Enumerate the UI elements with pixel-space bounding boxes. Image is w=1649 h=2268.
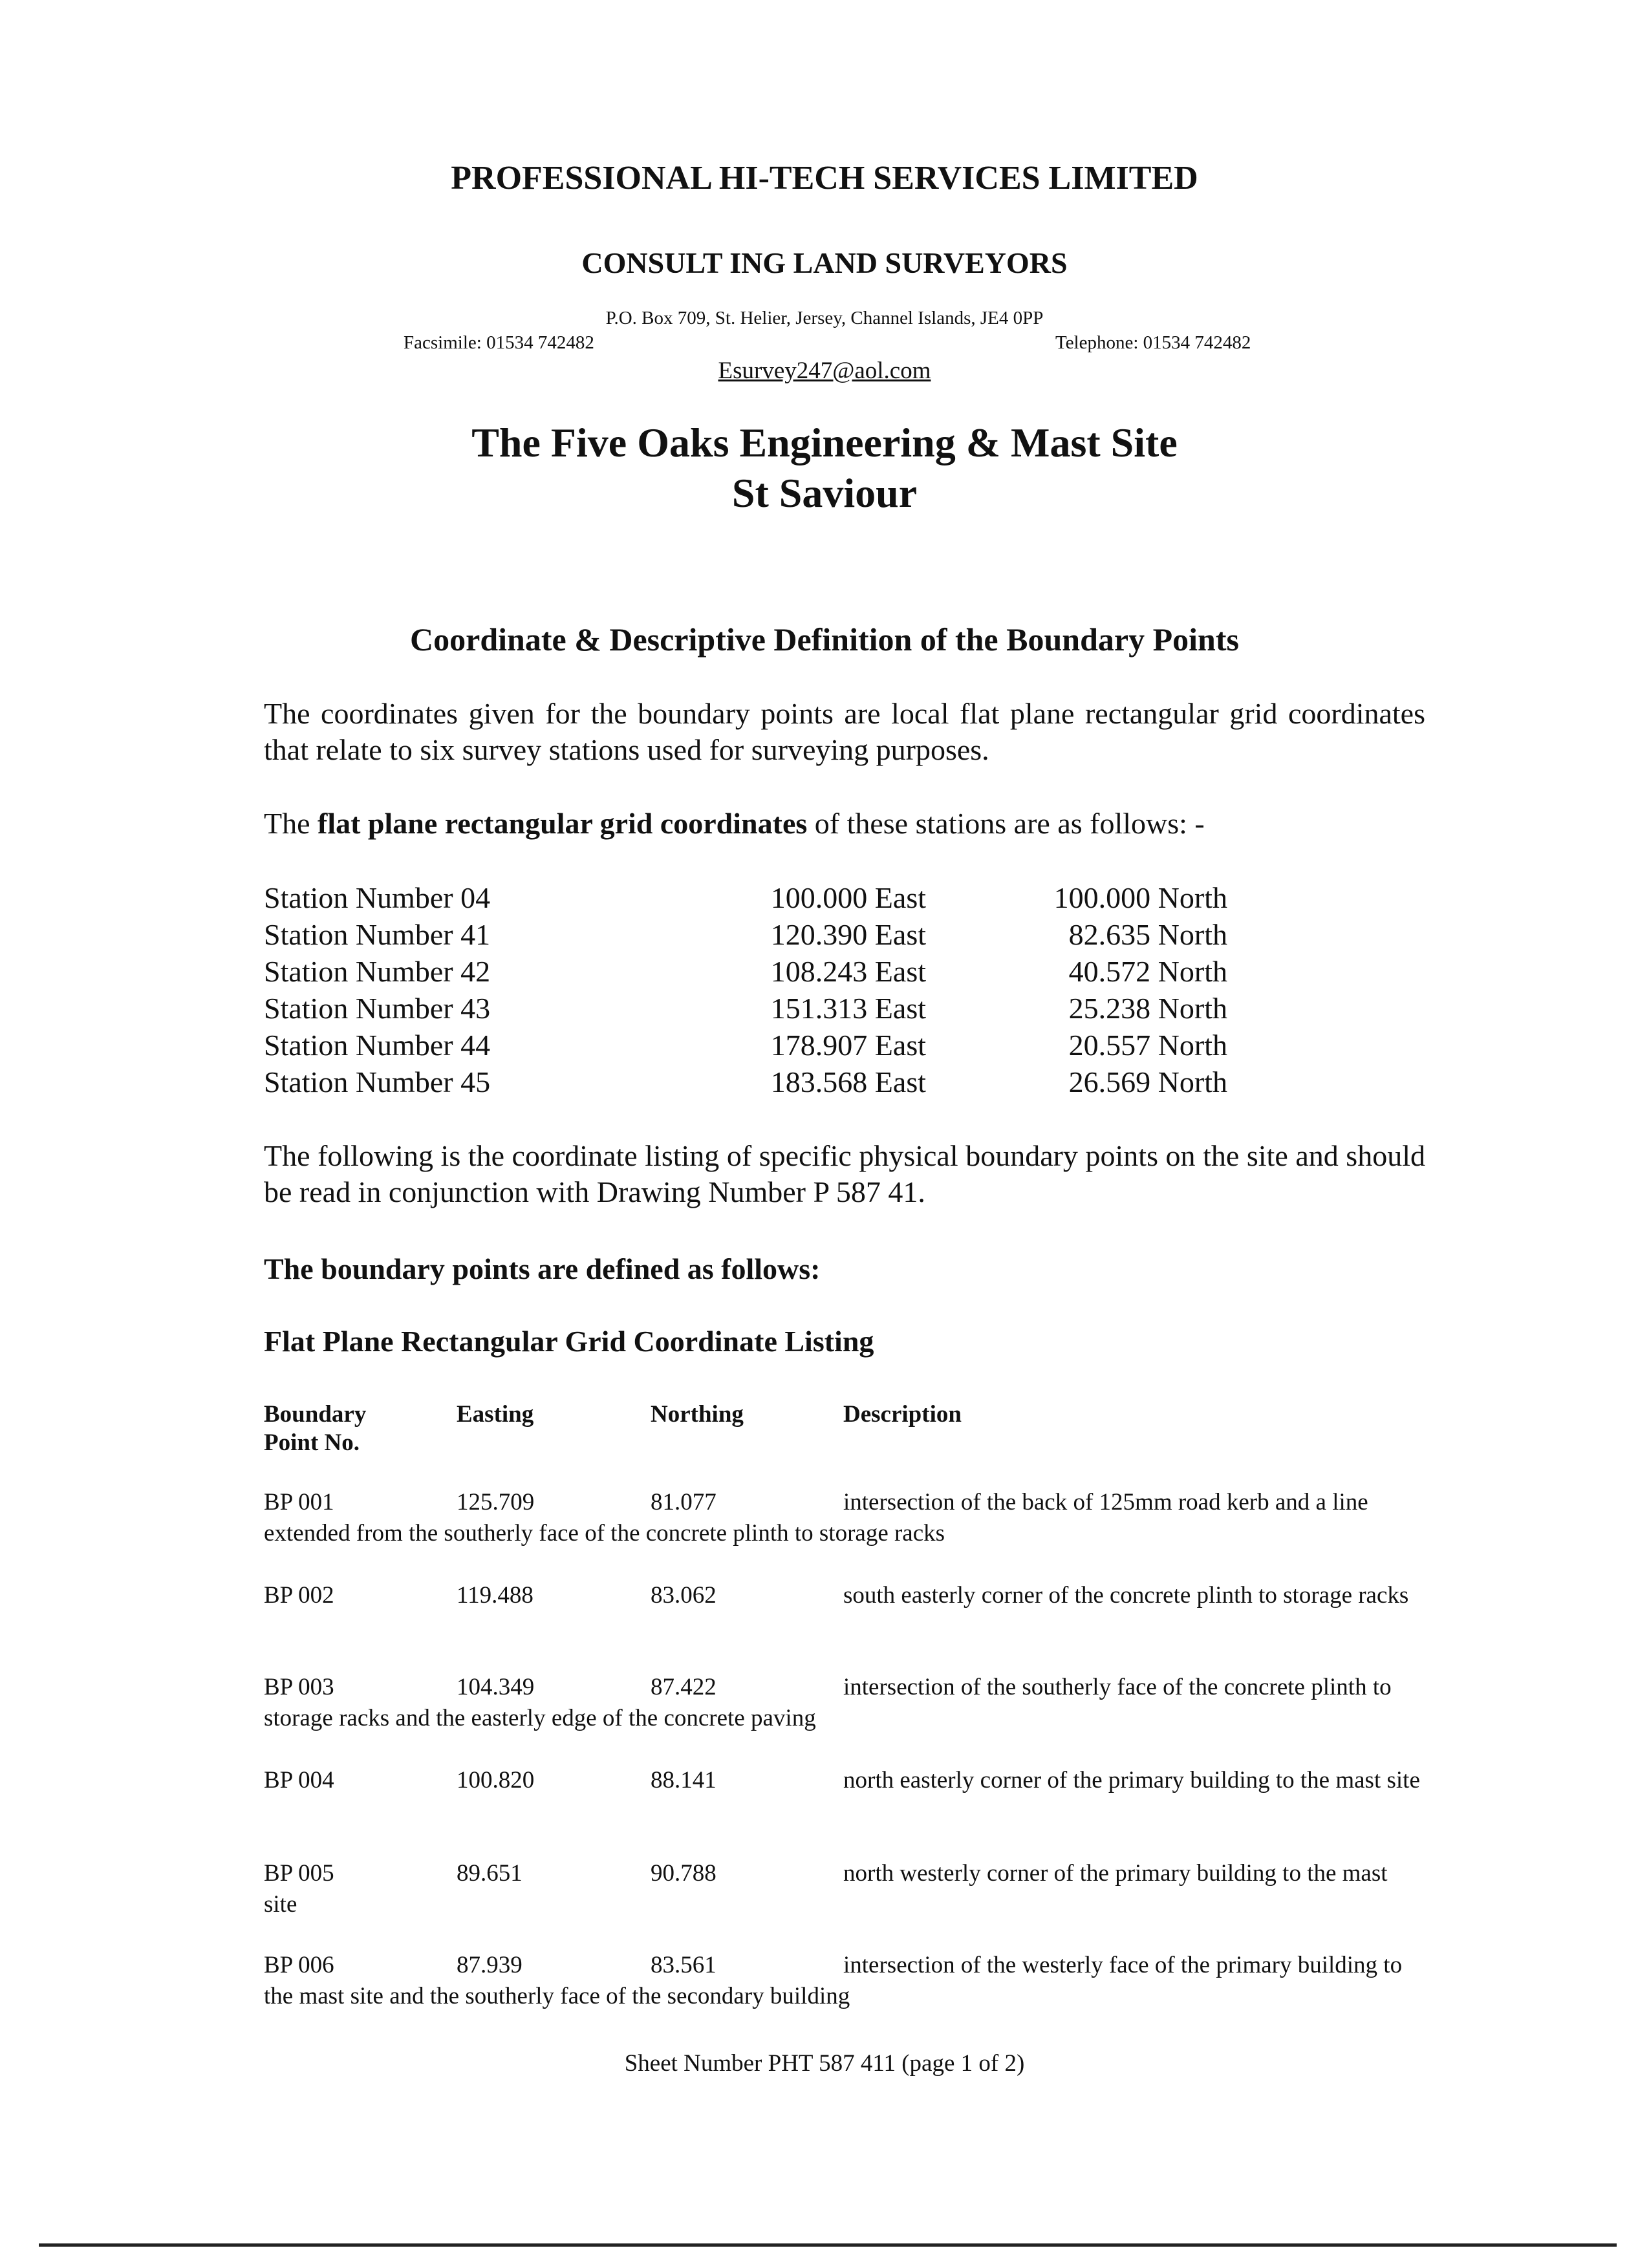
station-row	[264, 1065, 1299, 1102]
boundary-point-easting: 100.820	[457, 1767, 535, 1793]
table-row	[264, 1580, 1428, 1645]
telephone-number: Telephone: 01534 742482	[1055, 332, 1251, 353]
boundary-point-northing: 88.141	[651, 1767, 717, 1793]
postal-address: P.O. Box 709, St. Helier, Jersey, Channel Islands, JE4 0PP	[605, 308, 1044, 328]
station-row	[264, 954, 1299, 991]
boundary-point-easting: 89.651	[457, 1860, 523, 1887]
bottom-rule	[39, 2243, 1617, 2247]
stations-intro-paragraph	[264, 806, 1425, 842]
station-north: 40.572 North	[1068, 955, 1227, 988]
station-coordinates-list	[264, 881, 1299, 1102]
boundary-point-easting: 104.349	[457, 1674, 535, 1700]
boundary-point-description: north easterly corner of the primary building to the mast site	[843, 1767, 1420, 1793]
station-name: Station Number 41	[264, 918, 491, 951]
intro-paragraph: The coordinates given for the boundary points are local flat plane rectangular grid coordinates that relate to six survey stations used for surveying purposes.	[264, 697, 1425, 766]
column-header-boundary-line2: Point No.	[264, 1429, 360, 1456]
column-header-northing: Northing	[651, 1401, 744, 1428]
stations-intro-prefix: The	[264, 807, 318, 840]
email-link[interactable]: Esurvey247@aol.com	[718, 358, 931, 384]
site-location: St Saviour	[731, 470, 918, 516]
station-east: 100.000 East	[770, 881, 926, 914]
table-row	[264, 1950, 1428, 2015]
boundary-point-northing: 90.788	[651, 1860, 717, 1887]
boundary-point-id: BP 005	[264, 1860, 334, 1887]
company-name: PROFESSIONAL HI-TECH SERVICES LIMITED	[451, 160, 1198, 197]
section-title: Coordinate & Descriptive Definition of the Boundary Points	[410, 621, 1239, 658]
following-paragraph: The following is the coordinate listing of specific physical boundary points on the site and should be read in conjunction with Drawing Number P 587 41.	[264, 1139, 1425, 1208]
sheet-number-footer: Sheet Number PHT 587 411 (page 1 of 2)	[624, 2050, 1025, 2077]
column-header-easting: Easting	[457, 1401, 534, 1428]
boundary-point-description: intersection of the southerly face of the concrete plinth to storage racks and the easterly edge of the concrete paving	[264, 1674, 1392, 1731]
column-header-boundary-point	[264, 1400, 366, 1457]
station-north: 26.569 North	[1068, 1065, 1227, 1098]
table-row	[264, 1765, 1428, 1830]
station-north: 20.557 North	[1068, 1029, 1227, 1062]
stations-intro-suffix: of these stations are as follows: -	[807, 807, 1205, 840]
station-name: Station Number 45	[264, 1065, 491, 1098]
boundary-heading: The boundary points are defined as follows:	[264, 1252, 821, 1285]
station-east: 151.313 East	[770, 992, 926, 1025]
column-header-description: Description	[843, 1401, 962, 1428]
station-east: 108.243 East	[770, 955, 926, 988]
boundary-point-easting: 119.488	[457, 1582, 534, 1609]
station-east: 183.568 East	[770, 1065, 926, 1098]
boundary-point-northing: 81.077	[651, 1489, 717, 1515]
boundary-point-id: BP 004	[264, 1767, 334, 1793]
column-header-boundary-line1: Boundary	[264, 1401, 367, 1428]
boundary-point-easting: 125.709	[457, 1489, 535, 1515]
boundary-point-description: intersection of the westerly face of the primary building to the mast site and the southerly face of the secondary building	[264, 1952, 1403, 2009]
table-row	[264, 1672, 1428, 1737]
station-east: 178.907 East	[770, 1029, 926, 1062]
stations-intro-bold: flat plane rectangular grid coordinates	[318, 807, 808, 840]
site-title: The Five Oaks Engineering & Mast Site	[471, 420, 1178, 465]
station-row	[264, 991, 1299, 1028]
station-north: 100.000 North	[1053, 881, 1227, 914]
station-north: 25.238 North	[1068, 992, 1227, 1025]
station-name: Station Number 44	[264, 1029, 491, 1062]
boundary-point-northing: 83.561	[651, 1952, 717, 1978]
table-row	[264, 1487, 1428, 1552]
boundary-point-id: BP 006	[264, 1952, 334, 1978]
station-name: Station Number 43	[264, 992, 491, 1025]
station-row	[264, 1028, 1299, 1065]
boundary-point-description: south easterly corner of the concrete plinth to storage racks	[843, 1582, 1409, 1609]
boundary-point-description: north westerly corner of the primary building to the mast site	[264, 1860, 1388, 1918]
station-row	[264, 881, 1299, 917]
station-row	[264, 917, 1299, 954]
company-subtitle: CONSULT ING LAND SURVEYORS	[581, 246, 1068, 279]
facsimile-number: Facsimile: 01534 742482	[404, 332, 594, 353]
station-name: Station Number 42	[264, 955, 491, 988]
boundary-point-id: BP 001	[264, 1489, 334, 1515]
station-name: Station Number 04	[264, 881, 491, 914]
boundary-point-id: BP 003	[264, 1674, 334, 1700]
station-north: 82.635 North	[1068, 918, 1227, 951]
listing-heading: Flat Plane Rectangular Grid Coordinate Listing	[264, 1325, 874, 1358]
boundary-point-description: intersection of the back of 125mm road kerb and a line extended from the southerly face of the concrete plinth to storage racks	[264, 1489, 1368, 1546]
site-title-block	[0, 418, 1649, 519]
boundary-point-northing: 87.422	[651, 1674, 717, 1700]
boundary-point-northing: 83.062	[651, 1582, 717, 1609]
boundary-point-id: BP 002	[264, 1582, 334, 1609]
table-row	[264, 1858, 1428, 1923]
boundary-point-easting: 87.939	[457, 1952, 523, 1978]
station-east: 120.390 East	[770, 918, 926, 951]
